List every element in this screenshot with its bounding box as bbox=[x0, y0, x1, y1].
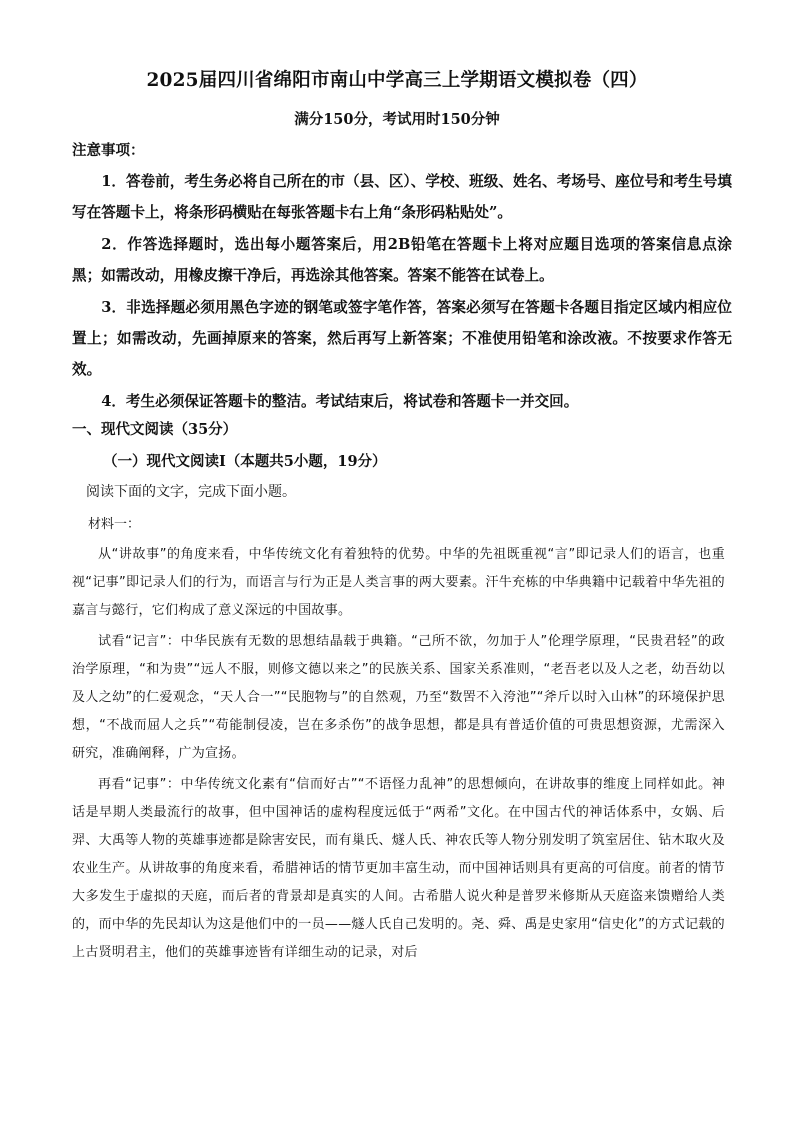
notice-item-3: 3．非选择题必须用黑色字迹的钢笔或签字笔作答，答案必须写在答题卡各题目指定区域内相应位置上；如需改动，先画掉原来的答案，然后再写上新答案；不准使用铅笔和涂改液。不按要求作答无效。 bbox=[72, 298, 732, 379]
reading-passage bbox=[72, 541, 725, 970]
exam-title: 2025届四川省绵阳市南山中学高三上学期语文模拟卷（四） bbox=[146, 70, 648, 91]
notice-item-1: 1．答卷前，考生务必将自己所在的市（县、区）、学校、班级、姓名、考场号、座位号和考生号填写在答题卡上，将条形码横贴在每张答题卡右上角“条形码粘贴处”。 bbox=[72, 173, 732, 222]
subsection-heading: （一）现代文阅读Ⅰ（本题共5小题，19分） bbox=[103, 453, 387, 470]
notice-list bbox=[72, 166, 732, 417]
notice-item-2: 2．作答选择题时，选出每小题答案后，用2B铅笔在答题卡上将对应题目选项的答案信息点涂黑；如需改动，用橡皮擦干净后，再选涂其他答案。答案不能答在试卷上。 bbox=[72, 235, 732, 285]
passage-paragraph-2: 试看“记言”：中华民族有无数的思想结晶载于典籍。“己所不欲，勿加于人”伦理学原理，“民贵君轻”的政治学原理，“和为贵”“远人不服，则修文德以来之”的民族关系、国家关系准则，“老吾老以及人之老，幼吾幼以及人之幼”的仁爱观念，“天人合一”“民胞物与”的自然观，乃至“数罟不入洿池”“斧斤以时入山林”的环境保护思想，“不战而屈人之兵”“苟能制侵凌，岂在多杀伤”的战争思想，都是具有普适价值的可贵思想资源，尤需深入研究，准确阐释，广为宣扬。 bbox=[72, 634, 725, 761]
notice-item-4: 4．考生必须保证答题卡的整洁。考试结束后，将试卷和答题卡一并交回。 bbox=[101, 392, 579, 410]
passage-paragraph-1: 从“讲故事”的角度来看，中华传统文化有着独特的优势。中华的先祖既重视“言”即记录人们的语言，也重视“记事”即记录人们的行为，而语言与行为正是人类言事的两大要素。汗牛充栋的中华典籍中记载着中华先祖的嘉言与懿行，它们构成了意义深远的中国故事。 bbox=[72, 547, 725, 618]
reading-instruction: 阅读下面的文字，完成下面小题。 bbox=[86, 484, 296, 500]
material-label: 材料一： bbox=[88, 517, 141, 532]
passage-paragraph-3: 再看“记事”：中华传统文化素有“信而好古”“不语怪力乱神”的思想倾向，在讲故事的维度上同样如此。神话是早期人类最流行的故事，但中国神话的虚构程度远低于“两希”文化。在中国古代的神话体系中，女娲、后羿、大禹等人物的英雄事迹都是除害安民，而有巢氏、燧人氏、神农氏等人物分别发明了筑室居住、钻木取火及农业生产。从讲故事的角度来看，希腊神话的情节更加丰富生动，而中国神话则具有更高的可信度。前者的情节大多发生于虚拟的天庭，而后者的背景却是真实的人间。古希腊人说火种是普罗米修斯从天庭盗来馈赠给人类的，而中华的先民却认为这是他们中的一员——燧人氏自己发明的。尧、舜、禹是史家用“信史化”的方式记载的上古贤明君主，他们的英雄事迹皆有详细生动的记录，对后 bbox=[72, 777, 725, 960]
notice-heading: 注意事项： bbox=[72, 142, 145, 159]
exam-subtitle: 满分150分，考试用时150分钟 bbox=[294, 111, 500, 128]
section-heading: 一、现代文阅读（35分） bbox=[72, 421, 238, 438]
